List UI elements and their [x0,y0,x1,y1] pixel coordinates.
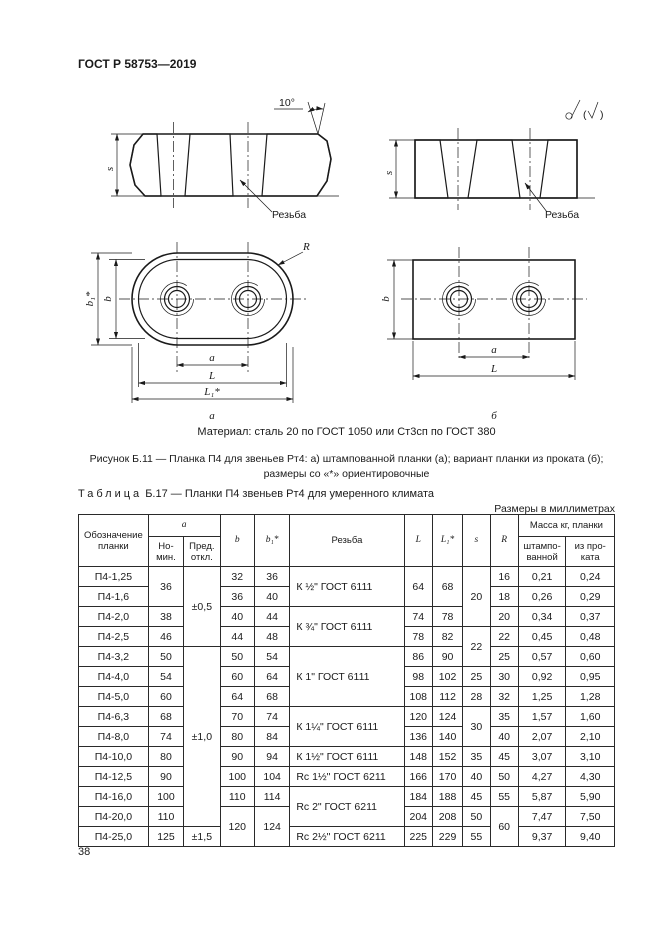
table-cell: П4-1,25 [79,567,149,587]
table-cell: 74 [404,607,432,627]
table-cell: 40 [463,767,490,787]
dim-b-label: b [102,296,114,302]
table-cell: 45 [490,747,518,767]
table-title [78,488,434,500]
table-cell: 64 [404,567,432,607]
figure-b11-drawings [75,95,610,425]
table-cell: 170 [432,767,462,787]
table-cell: 32 [490,687,518,707]
table-cell: 50 [463,807,490,827]
table-cell: 90 [220,747,254,767]
table-cell: Rc 2½" ГОСТ 6211 [290,827,404,847]
table-cell: 44 [220,627,254,647]
table-cell: 110 [148,807,183,827]
table-cell: 90 [148,767,183,787]
table-cell: 4,27 [518,767,566,787]
table-cell: 7,50 [566,807,615,827]
col-header-b: b [220,515,254,567]
dim-L1-label: L₁* [204,386,220,398]
table-cell: 0,45 [518,627,566,647]
table-cell: 3,10 [566,747,615,767]
table-cell: 30 [463,707,490,747]
table-cell: 152 [432,747,462,767]
col-header-thread: Резьба [290,515,404,567]
table-cell: 74 [254,707,289,727]
table-row [79,707,615,727]
thread-label: Резьба [545,209,580,221]
table-cell: 124 [432,707,462,727]
table-body [79,567,615,847]
table-cell: 7,47 [518,807,566,827]
table-cell: 1,25 [518,687,566,707]
table-cell: 84 [254,727,289,747]
table-cell: 38 [148,607,183,627]
table-cell: 25 [490,647,518,667]
table-cell: 78 [404,627,432,647]
table-title-rest: Б.17 — Планки П4 звеньев Рт4 для умеренного климата [145,488,435,500]
dim-L-label: L [208,370,216,382]
table-cell: 225 [404,827,432,847]
table-cell: 55 [463,827,490,847]
document-header: ГОСТ Р 58753—2019 [78,57,197,71]
table-cell: 0,26 [518,587,566,607]
table-cell: 0,34 [518,607,566,627]
table-cell: 98 [404,667,432,687]
table-cell: 25 [463,667,490,687]
dim-L-label: L [490,363,498,375]
table-cell: 166 [404,767,432,787]
table-cell: 68 [254,687,289,707]
table-cell: П4-5,0 [79,687,149,707]
units-note: Размеры в миллиметрах [494,503,615,515]
table-row [79,567,615,587]
table-cell: 44 [254,607,289,627]
table-cell: 64 [220,687,254,707]
table-cell: 40 [254,587,289,607]
table-cell: 70 [220,707,254,727]
table-cell: 1,60 [566,707,615,727]
table-cell: 104 [254,767,289,787]
table-cell: Rc 2" ГОСТ 6211 [290,787,404,827]
table-cell: 120 [404,707,432,727]
table-cell: 64 [254,667,289,687]
table-cell: 136 [404,727,432,747]
table-cell: П4-10,0 [79,747,149,767]
table-cell: 124 [254,807,289,847]
material-note: Материал: сталь 20 по ГОСТ 1050 или Ст3сп по ГОСТ 380 [197,426,496,438]
table-cell: 100 [220,767,254,787]
table-cell: 46 [148,627,183,647]
table-cell: П4-8,0 [79,727,149,747]
dimensions-table [78,514,615,847]
col-header-a-nominal: Но-мин. [148,537,183,567]
table-cell: 5,87 [518,787,566,807]
table-cell: 20 [463,567,490,627]
table-cell: 40 [220,607,254,627]
table-cell: 184 [404,787,432,807]
table-cell: 18 [490,587,518,607]
angle-value-label: 10° [279,97,295,109]
page-number: 38 [78,846,91,858]
table-cell: ±1,5 [184,827,220,847]
col-header-mass-group: Масса кг, планки [518,515,614,537]
table-cell: 60 [220,667,254,687]
table-cell: 204 [404,807,432,827]
table-cell: 1,28 [566,687,615,707]
table-cell: 108 [404,687,432,707]
table-cell: 60 [148,687,183,707]
table-cell: 35 [463,747,490,767]
table-cell: К 1" ГОСТ 6111 [290,647,404,707]
figure-caption-line2: размеры со «*» ориентировочные [263,468,430,480]
table-cell: П4-6,3 [79,707,149,727]
subfigure-a-label: а [209,410,215,422]
table-cell: 0,48 [566,627,615,647]
table-cell: 4,30 [566,767,615,787]
table-cell: 0,29 [566,587,615,607]
table-row [79,607,615,627]
table-cell: 90 [432,647,462,667]
table-cell: 68 [432,567,462,607]
table-cell: 50 [490,767,518,787]
table-header [79,515,615,567]
table-cell: К 1½" ГОСТ 6111 [290,747,404,767]
table-cell: 54 [148,667,183,687]
surface-finish-icon [566,100,604,121]
col-header-s: s [463,515,490,567]
technical-drawing-svg [75,95,610,425]
table-cell: 102 [432,667,462,687]
table-cell: 74 [148,727,183,747]
table-cell: 0,37 [566,607,615,627]
table-cell: К ¾" ГОСТ 6111 [290,607,404,647]
table-cell: 22 [490,627,518,647]
table-cell: 0,57 [518,647,566,667]
table-cell: 28 [463,687,490,707]
table-cell: 82 [432,627,462,647]
table-cell: 148 [404,747,432,767]
col-header-a-deviation: Пред. откл. [184,537,220,567]
table-cell: ±1,0 [184,647,220,827]
table-cell: П4-16,0 [79,787,149,807]
table-cell: 229 [432,827,462,847]
table-cell: П4-2,0 [79,607,149,627]
plan-view-rolled [380,247,587,422]
table-cell: 208 [432,807,462,827]
table-cell: 16 [490,567,518,587]
dim-b-label: b [380,296,392,302]
table-cell: 86 [404,647,432,667]
table-cell: 50 [220,647,254,667]
table-cell: 35 [490,707,518,727]
table-row [79,827,615,847]
table-cell: 0,95 [566,667,615,687]
side-view-stamped [104,97,339,221]
dim-a-label: a [491,344,497,356]
dim-r-label: R [303,241,310,253]
dim-s-label: s [383,170,395,176]
table-cell: 5,90 [566,787,615,807]
table-cell: 100 [148,787,183,807]
table-cell: 188 [432,787,462,807]
col-header-R: R [490,515,518,567]
table-cell: 2,10 [566,727,615,747]
table-cell: П4-2,5 [79,627,149,647]
table-cell: 36 [148,567,183,607]
table-cell: 1,57 [518,707,566,727]
table-cell: 30 [490,667,518,687]
figure-caption-line1: Рисунок Б.11 — Планка П4 для звеньев Рт4: а) штампованной планки (а); вариант планки из проката (б); [89,453,604,465]
table-cell: 60 [490,807,518,847]
table-cell: П4-20,0 [79,807,149,827]
table-cell: 20 [490,607,518,627]
table-cell: П4-1,6 [79,587,149,607]
table-cell: 114 [254,787,289,807]
table-title-word: Таблица [78,488,143,500]
col-header-mass-stamped: штампо-ванной [518,537,566,567]
col-header-L: L [404,515,432,567]
table-row [79,747,615,767]
col-header-b1: b₁* [254,515,289,567]
table-cell: 48 [254,627,289,647]
table-cell: 9,40 [566,827,615,847]
dim-s-label: s [104,166,116,172]
table-row [79,647,615,667]
svg-text:): ) [600,109,604,121]
table-cell: 55 [490,787,518,807]
table-cell: 36 [254,567,289,587]
table-cell: 80 [148,747,183,767]
table-cell: 140 [432,727,462,747]
dim-a-label: a [209,352,215,364]
table-cell: 45 [463,787,490,807]
table-cell: 0,24 [566,567,615,587]
table-cell: 9,37 [518,827,566,847]
table-cell: 36 [220,587,254,607]
table-cell: 0,21 [518,567,566,587]
table-cell: 2,07 [518,727,566,747]
table-cell: 22 [463,627,490,667]
col-header-mass-rolled: из про-ката [566,537,615,567]
col-header-a-group: a [148,515,220,537]
plan-view-stamped [84,241,310,422]
table-cell: 3,07 [518,747,566,767]
table-cell: 68 [148,707,183,727]
table-cell: 54 [254,647,289,667]
table-cell: Rc 1½" ГОСТ 6211 [290,767,404,787]
table-cell: 40 [490,727,518,747]
subfigure-b-label: б [491,410,497,422]
table-cell: 110 [220,787,254,807]
angle-dimension [274,97,325,134]
table-cell: П4-25,0 [79,827,149,847]
table-cell: 94 [254,747,289,767]
svg-text:(: ( [583,109,587,121]
table-cell: 78 [432,607,462,627]
table-cell: П4-12,5 [79,767,149,787]
table-cell: 80 [220,727,254,747]
table-cell: К 1¼" ГОСТ 6111 [290,707,404,747]
thread-label: Резьба [272,209,307,221]
table-cell: 0,60 [566,647,615,667]
table-cell: 120 [220,807,254,847]
table-cell: К ½" ГОСТ 6111 [290,567,404,607]
table-cell: 32 [220,567,254,587]
table-cell: П4-4,0 [79,667,149,687]
col-header-designation: Обозначение планки [79,515,149,567]
table-cell: 50 [148,647,183,667]
table-cell: 0,92 [518,667,566,687]
table-row [79,787,615,807]
figure-caption [60,452,633,482]
table-cell: 112 [432,687,462,707]
table-row [79,767,615,787]
table-cell: П4-3,2 [79,647,149,667]
dim-b1-label: b₁* [84,291,96,307]
table-cell: 125 [148,827,183,847]
col-header-L1: L₁* [432,515,462,567]
table-cell: ±0,5 [184,567,220,647]
side-view-rolled [383,100,604,221]
